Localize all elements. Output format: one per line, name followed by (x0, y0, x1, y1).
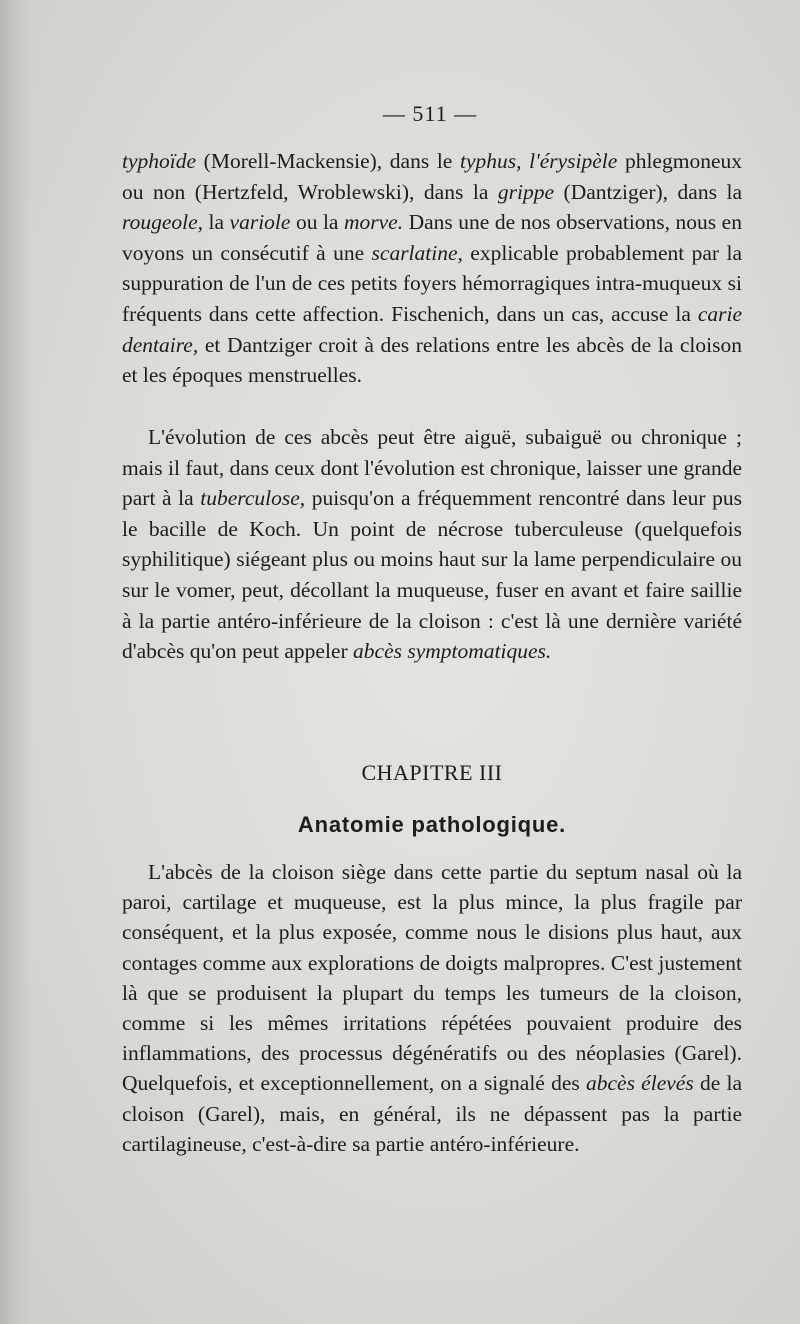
italic-term: grippe (497, 179, 555, 204)
page-gutter-shadow (0, 0, 34, 1324)
paragraph-2 (122, 422, 742, 667)
italic-term: l'érysipèle (529, 149, 618, 173)
text-run: L'évolution de ces abcès peut être aiguë, subaiguë ou chronique ; mais il faut, dans ceux dont l'évolution est chronique, laisser une grande part à la (122, 425, 742, 511)
text-run: puisqu'on a fréquemment rencontré dans leur pus le bacille de Koch. Un point de nécrose tuberculeuse (quelquefois syphilitique) siégeant plus ou moins haut sur la lame perpendiculaire ou sur le vomer, peut, décollant la muqueuse, fuser en avant et faire saillie à la partie antéro-inférieure de la cloison : c'est là une dernière variété d'abcès qu'on peut appeler (122, 486, 742, 664)
italic-term: tuberculose, (200, 486, 306, 511)
italic-term: typhoïde (122, 149, 197, 173)
text-run: de la cloison (Garel), mais, en général, ils ne dépassent pas la partie cartilagineuse, c'est-à-dire sa partie antéro-inférieure. (122, 1071, 742, 1156)
italic-term: abcès symptomatiques. (353, 639, 552, 664)
italic-term: scarlatine, (371, 240, 463, 265)
text-run: et Dantziger croit à des relations entre les abcès de la cloison et les époques menstruelles. (122, 332, 742, 388)
chapter-heading: CHAPITRE III (361, 760, 503, 785)
paragraph-1 (122, 146, 742, 391)
section-title: Anatomie pathologique. (297, 812, 567, 837)
italic-term: rougeole, (122, 210, 204, 235)
text-run: Dans une de nos observations, nous en voyons un consécutif à une (122, 210, 742, 265)
text-run: la (203, 210, 230, 235)
text-run: L'abcès de la cloison siège dans cette partie du septum nasal où la paroi, cartilage et muqueuse, est la plus mince, la plus fragile par conséquent, et la plus exposée, comme nous le disions plus haut, aux contages comme aux explorations de doigts malpropres. C'est justement là que se produisent la plupart du temps les tumeurs de la cloison, comme si les mêmes irritations répétées pouvaient produire des inflammations, des processus dégénératifs ou des néoplasies (Garel). Quelquefois, et exceptionnellement, on a signalé des (122, 860, 742, 1096)
text-run: explicable probablement par la suppuration de l'un de ces petits foyers hémorragiques intra-muqueux si fréquents dans cette affection. Fischenich, dans un cas, accuse la (122, 240, 742, 326)
italic-term: typhus, (459, 149, 522, 173)
italic-term: carie dentaire, (122, 301, 742, 357)
paragraph-3 (122, 857, 742, 1159)
italic-term: morve. (343, 210, 404, 235)
text-run: ou la (290, 210, 344, 235)
italic-term: abcès élevés (585, 1071, 694, 1096)
italic-term: variole (229, 210, 291, 235)
text-run: (Dantziger), dans la (554, 179, 742, 204)
text-run: (Morell-Mackensie), dans le (196, 149, 460, 173)
text-run (522, 149, 530, 173)
page-number: — 511 — (382, 101, 478, 126)
text-run: phlegmoneux ou non (Hertzfeld, Wroblewski), dans la (122, 149, 742, 204)
